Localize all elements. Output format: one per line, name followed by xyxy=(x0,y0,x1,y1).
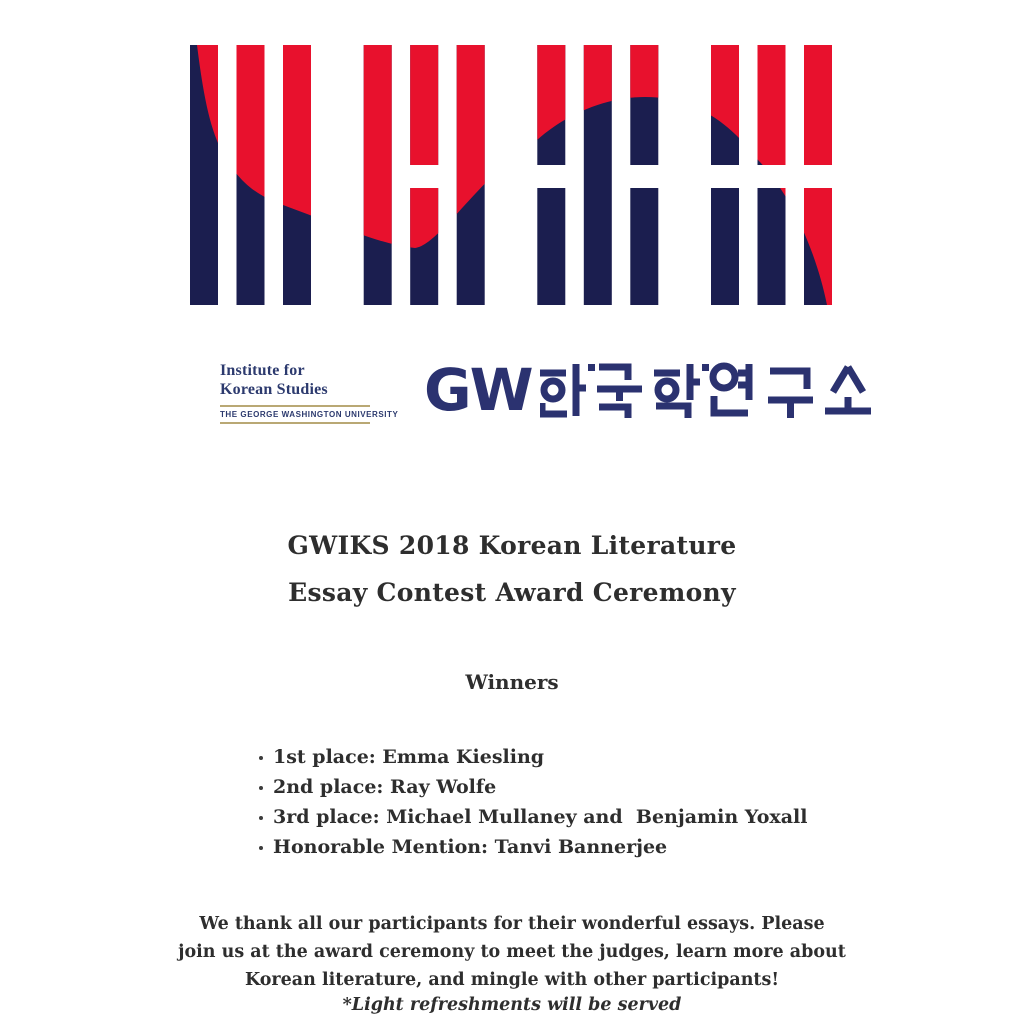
footer-line3: Korean literature, and mingle with other participants! xyxy=(244,970,780,990)
syllable-hak xyxy=(654,364,709,418)
footer-line2: join us at the award ceremony to meet the judges, learn more about xyxy=(178,942,846,962)
footer-refreshments-note: *Light refreshments will be served xyxy=(342,995,682,1015)
bullet-icon xyxy=(259,846,263,850)
page-title-line2: Essay Contest Award Ceremony xyxy=(288,578,736,607)
winner-text: Honorable Mention: Tanvi Bannerjee xyxy=(273,836,668,858)
buff-rule-bottom xyxy=(220,422,370,424)
winners-heading: Winners xyxy=(465,670,559,694)
iks-logo xyxy=(220,361,399,424)
winners-list xyxy=(258,748,807,868)
bullet-icon xyxy=(259,786,263,790)
bullet-icon xyxy=(259,756,263,760)
list-item xyxy=(258,808,807,827)
syllable-gu xyxy=(768,371,813,418)
hangul-logotype-icon xyxy=(540,362,872,418)
winner-text: 3rd place: Michael Mullaney and Benjamin Yoxall xyxy=(273,806,808,828)
winner-text: 2nd place: Ray Wolfe xyxy=(273,776,497,798)
syllable-so xyxy=(825,367,871,411)
page-title-line1: GWIKS 2018 Korean Literature xyxy=(287,531,737,560)
taegeuk-trigram-banner xyxy=(190,45,832,305)
iks-name-line2: Korean Studies xyxy=(220,381,328,398)
footer-line1: We thank all our participants for their wonderful essays. Please xyxy=(199,914,825,934)
syllable-yeon xyxy=(713,364,749,413)
buff-rule-top xyxy=(220,405,370,407)
university-name: THE GEORGE WASHINGTON UNIVERSITY xyxy=(220,410,399,419)
syllable-guk xyxy=(597,367,642,418)
list-item xyxy=(258,748,807,767)
list-item xyxy=(258,838,807,857)
gwiks-korean-logo xyxy=(424,356,872,424)
list-item xyxy=(258,778,807,797)
syllable-han xyxy=(540,364,595,416)
winner-text: 1st place: Emma Kiesling xyxy=(273,746,545,768)
iks-name-line1: Institute for xyxy=(220,362,305,379)
gw-logotype-prefix: GW xyxy=(424,356,532,424)
bullet-icon xyxy=(259,816,263,820)
